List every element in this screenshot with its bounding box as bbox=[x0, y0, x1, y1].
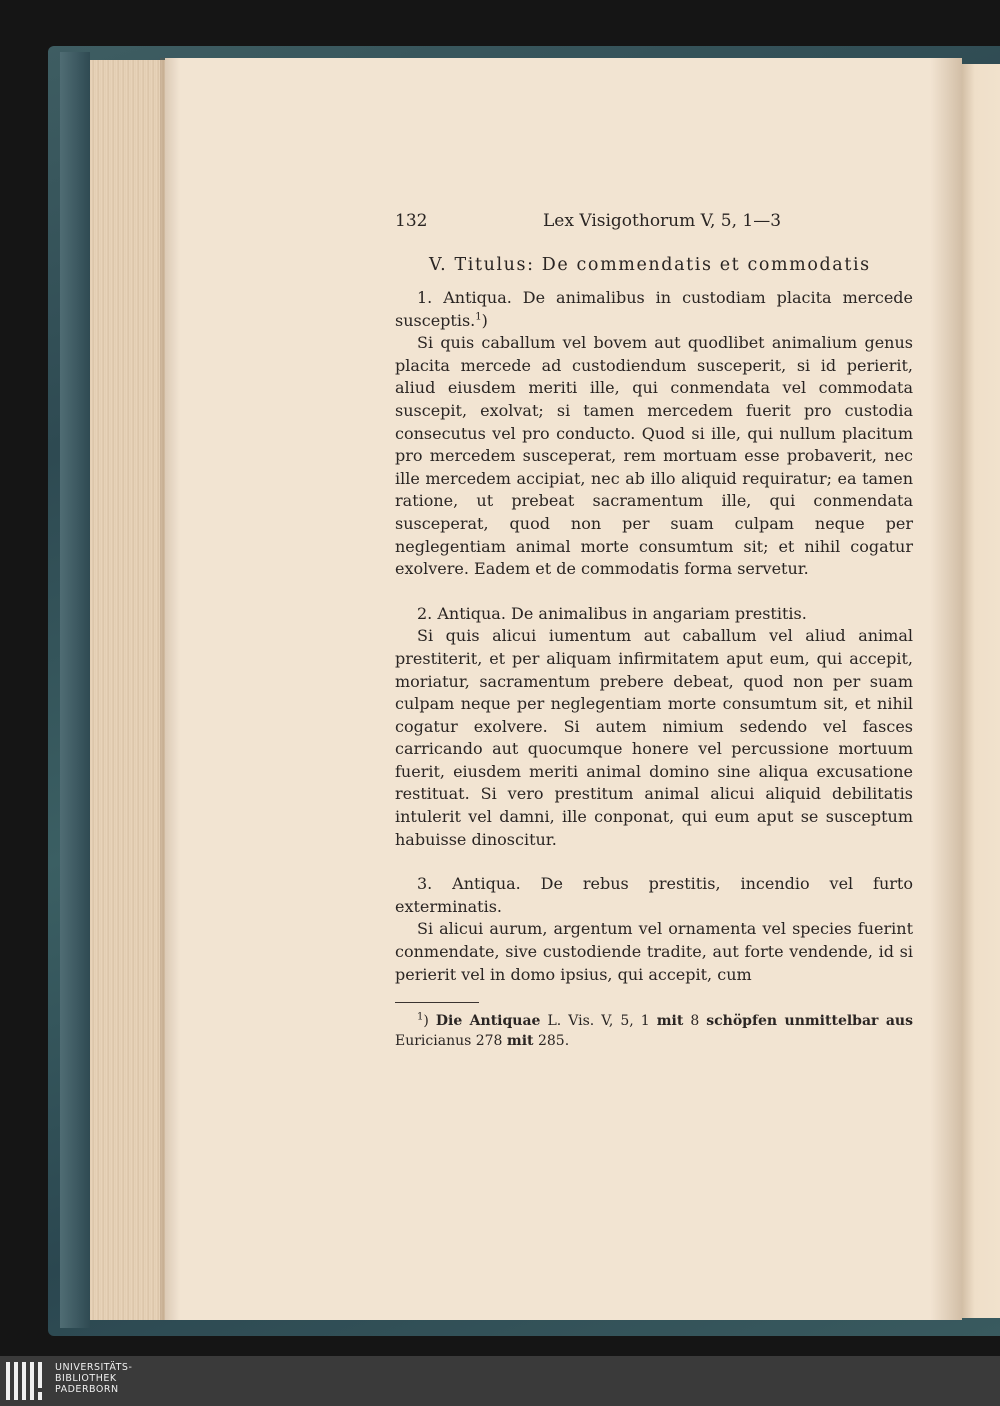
footnote-fraktur: schöpfen unmittelbar aus bbox=[706, 1013, 913, 1030]
footnote-divider bbox=[395, 1002, 479, 1003]
library-name-line: BIBLIOTHEK bbox=[55, 1373, 117, 1384]
page-text bbox=[395, 205, 913, 1051]
library-name-line: PADERBORN bbox=[55, 1384, 119, 1395]
footnote-fraktur: mit bbox=[506, 1033, 534, 1050]
page-number: 132 bbox=[395, 211, 428, 231]
section-caption: 2. Antiqua. De animalibus in angariam prestitis. bbox=[417, 603, 807, 623]
library-name bbox=[55, 1362, 132, 1395]
footnote-text: L. Vis. V, 5, 1 bbox=[540, 1013, 657, 1030]
title-heading: V. Titulus: De commendatis et commodatis bbox=[429, 255, 871, 275]
facing-page-edge bbox=[958, 64, 1000, 1318]
footnote-fraktur: mit bbox=[656, 1013, 684, 1030]
page-shadow bbox=[160, 58, 180, 1320]
footnote-text: ) bbox=[423, 1013, 436, 1030]
footnote-mark: 1 bbox=[417, 1011, 424, 1023]
footnote bbox=[395, 1011, 913, 1051]
footnote-fraktur: Die Antiquae bbox=[435, 1013, 541, 1030]
caption-text: 1. Antiqua. De animalibus in custodiam placita mercede susceptis. bbox=[395, 288, 913, 330]
page-edges bbox=[90, 60, 170, 1320]
caption-paren: ) bbox=[481, 310, 488, 330]
section-caption bbox=[395, 287, 913, 332]
running-head-title: Lex Visigothorum V, 5, 1—3 bbox=[543, 211, 782, 231]
section-body: Si quis caballum vel bovem aut quodlibet animalium genus placita mercede ad custodiendum susceperit, si id perierit, aliud eiusdem meriti ille, qui conmendata vel commodata suscepit, exolvat; si tamen mercedem fuerit pro custodia consecutus vel pro conducto. Quod si ille, qui nullum placitum pro mercedem susceperat, rem mortuam esse probaverit, nec ille mercedem accipiat, nec ab illo aliquid requiratur; ea tamen ratione, ut prebeat sacramentum ille, qui conmendata susceperat, quod non per suam culpam neque per neglegentiam animal morte consumtum sit; et nihil cogatur exolvere. Eadem et de commodatis forma servetur. bbox=[395, 333, 913, 579]
footnote-reference: 1 bbox=[475, 311, 482, 323]
section-body: Si quis alicui iumentum aut caballum vel aliud animal prestiterit, et per aliquam infirmitatem aput eum, qui accepit, moriatur, sacramentum prebere debeat, quod non per suam culpam neque per neglegentiam morte consumtum sit, et nihil cogatur exolvere. Si autem nimium sedendo vel fasces carricando aut quocumque honere vel percussione mortuum fuerit, eiusdem meriti animal domino sine aliqua excusatione restituat. Si vero prestitum animal alicui aliquid debilitatis intulerit vel damni, ille conponat, qui eum aput se susceptum habuisse dinoscitur. bbox=[395, 626, 913, 849]
section-caption: 3. Antiqua. De rebus prestitis, incendio vel furto exterminatis. bbox=[395, 874, 913, 916]
section-body: Si alicui aurum, argentum vel ornamenta vel species fuerint conmendate, sive custodiende tradite, aut forte vendende, id si perierit vel in domo ipsius, qui accepit, cum bbox=[395, 919, 913, 984]
footnote-text: 8 bbox=[683, 1013, 707, 1030]
footnote-text: 285. bbox=[533, 1033, 570, 1050]
running-head bbox=[395, 205, 913, 235]
library-name-line: UNIVERSITÄTS- bbox=[55, 1362, 133, 1373]
library-logo-icon bbox=[6, 1362, 48, 1400]
footnote-text: Euricianus 278 bbox=[395, 1033, 507, 1050]
gutter-shadow bbox=[930, 58, 962, 1320]
library-footer bbox=[0, 1356, 1000, 1406]
cover-edge bbox=[60, 52, 90, 1328]
